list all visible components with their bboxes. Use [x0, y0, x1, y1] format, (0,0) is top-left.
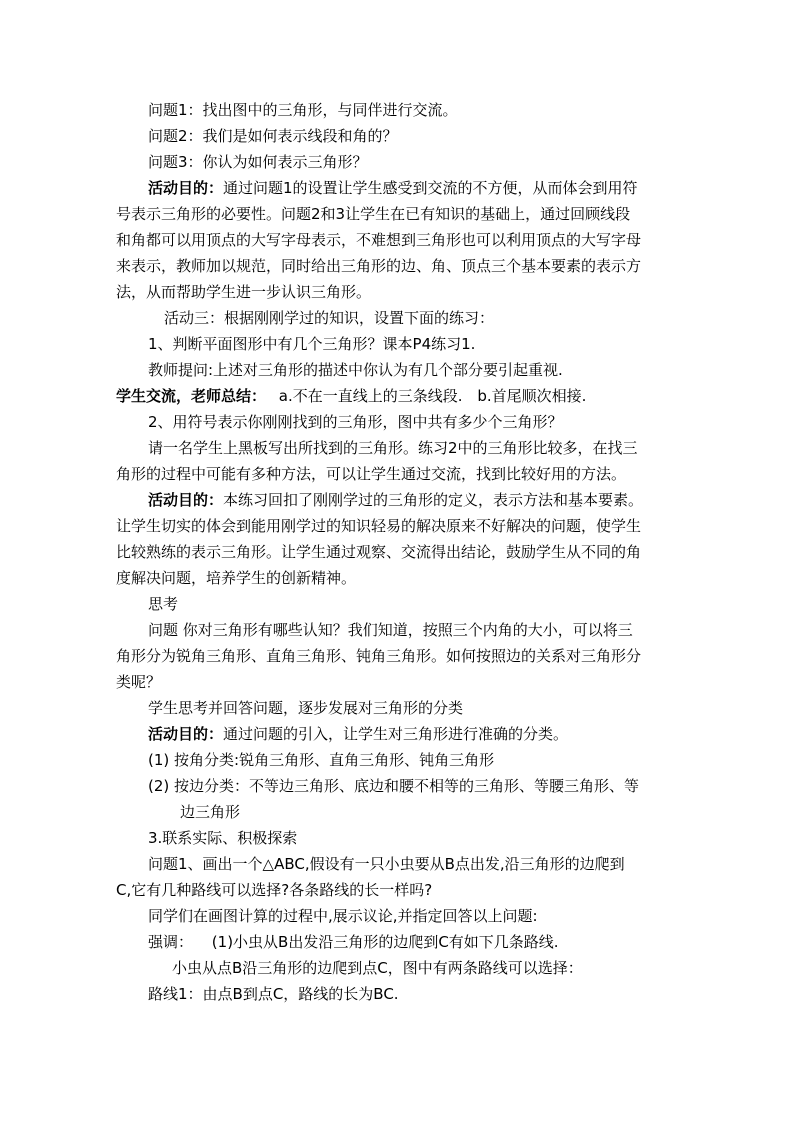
activity-purpose-paragraph-1-line-3: 和角都可以用顶点的大写字母表示，不难想到三角形也可以利用顶点的大写字母: [116, 231, 642, 249]
activity-purpose-label: 活动目的：: [148, 725, 224, 743]
student-thinking-line: 学生思考并回答问题，逐步发展对三角形的分类: [148, 699, 464, 717]
classify-by-side-line-1: (2) 按边分类：不等边三角形、底边和腰不相等的三角形、等腰三角形、等: [148, 777, 640, 795]
thinking-heading: 思考: [148, 595, 179, 613]
exercise-2-paragraph-line-2: 角形的过程中可能有多种方法，可以让学生通过交流，找到比较好用的方法。: [116, 465, 627, 483]
activity-purpose-paragraph-1-line-1: [148, 178, 638, 198]
activity-purpose-text: 本练习回扣了刚刚学过的三角形的定义，表示方法和基本要素。: [223, 491, 644, 509]
problem-1-line-2: C,它有几种路线可以选择?各条路线的长一样吗?: [116, 881, 433, 899]
thinking-question-line-1: [148, 620, 633, 640]
thinking-question-line-2: 角形分为锐角三角形、直角三角形、钝角三角形。如何按照边的关系对三角形分: [116, 647, 642, 665]
activity-purpose-paragraph-2-line-1: [148, 490, 643, 510]
activity-purpose-paragraph-1-line-2: 号表示三角形的必要性。问题2和3让学生在已有知识的基础上，通过回顾线段: [116, 205, 631, 223]
emphasis-label: 强调：: [148, 933, 194, 951]
students-discussion-line: 同学们在画图计算的过程中,展示议论,并指定回答以上问题:: [148, 907, 538, 925]
activity-3-heading: 活动三：根据刚刚学过的知识，设置下面的练习：: [164, 309, 495, 327]
classify-by-angle-line: (1) 按角分类:锐角三角形、直角三角形、钝角三角形: [148, 751, 495, 769]
activity-purpose-text: 通过问题1的设置让学生感受到交流的不方便，从而体会到用符: [223, 179, 638, 197]
activity-purpose-paragraph-1-line-4: 来表示，教师加以规范，同时给出三角形的边、角、顶点三个基本要素的表示方: [116, 257, 642, 275]
thinking-question-line-3: 类呢？: [116, 673, 162, 691]
emphasis-line: [148, 932, 559, 952]
thinking-question-text: 你对三角形有哪些认知？我们知道，按照三个内角的大小，可以将三: [182, 621, 633, 639]
activity-purpose-paragraph-3-line-1: [148, 724, 568, 744]
teacher-question-line: 教师提问:上述对三角形的描述中你认为有几个部分要引起重视.: [148, 361, 563, 379]
question-2-line: 问题2：我们是如何表示线段和角的？: [148, 127, 398, 145]
exercise-2-line: 2、用符号表示你刚刚找到的三角形，图中共有多少个三角形？: [148, 413, 563, 431]
activity-purpose-paragraph-2-line-3: 比较熟练的表示三角形。让学生通过观察、交流得出结论，鼓励学生从不同的角: [116, 543, 642, 561]
student-summary-line: [116, 386, 586, 406]
activity-purpose-label: 活动目的：: [148, 179, 224, 197]
activity-purpose-paragraph-2-line-2: 让学生切实的体会到能用刚学过的知识轻易的解决原来不好解决的问题，使学生: [116, 517, 642, 535]
student-summary-label: 学生交流，老师总结：: [116, 387, 267, 405]
classify-by-side-line-2: 边三角形: [180, 803, 241, 821]
activity-purpose-label: 活动目的：: [148, 491, 224, 509]
thinking-question-label: 问题: [148, 621, 179, 639]
activity-purpose-text: 通过问题的引入，让学生对三角形进行准确的分类。: [223, 725, 569, 743]
summary-point-b: b.首尾顺次相接.: [477, 387, 587, 405]
summary-point-a: a.不在一直线上的三条线段.: [278, 387, 463, 405]
exercise-1-line: 1、判断平面图形中有几个三角形？课本P4练习1.: [148, 335, 476, 353]
section-3-heading: 3.联系实际、积极探索: [148, 829, 298, 847]
question-1-line: 问题1：找出图中的三角形，与同伴进行交流。: [148, 101, 458, 119]
question-3-line: 问题3：你认为如何表示三角形？: [148, 153, 368, 171]
problem-1-line-1: 问题1、画出一个△ABC,假设有一只小虫要从B点出发,沿三角形的边爬到: [148, 855, 625, 873]
activity-purpose-paragraph-1-line-5: 法，从而帮助学生进一步认识三角形。: [116, 283, 372, 301]
path-intro-line: 小虫从点B沿三角形的边爬到点C，图中有两条路线可以选择：: [172, 959, 583, 977]
emphasis-text: (1)小虫从B出发沿三角形的边爬到C有如下几条路线.: [211, 933, 559, 951]
route-1-line: 路线1：由点B到点C，路线的长为BC.: [148, 985, 399, 1003]
activity-purpose-paragraph-2-line-4: 度解决问题，培养学生的创新精神。: [116, 569, 357, 587]
exercise-2-paragraph-line-1: 请一名学生上黑板写出所找到的三角形。练习2中的三角形比较多，在找三: [148, 439, 638, 457]
